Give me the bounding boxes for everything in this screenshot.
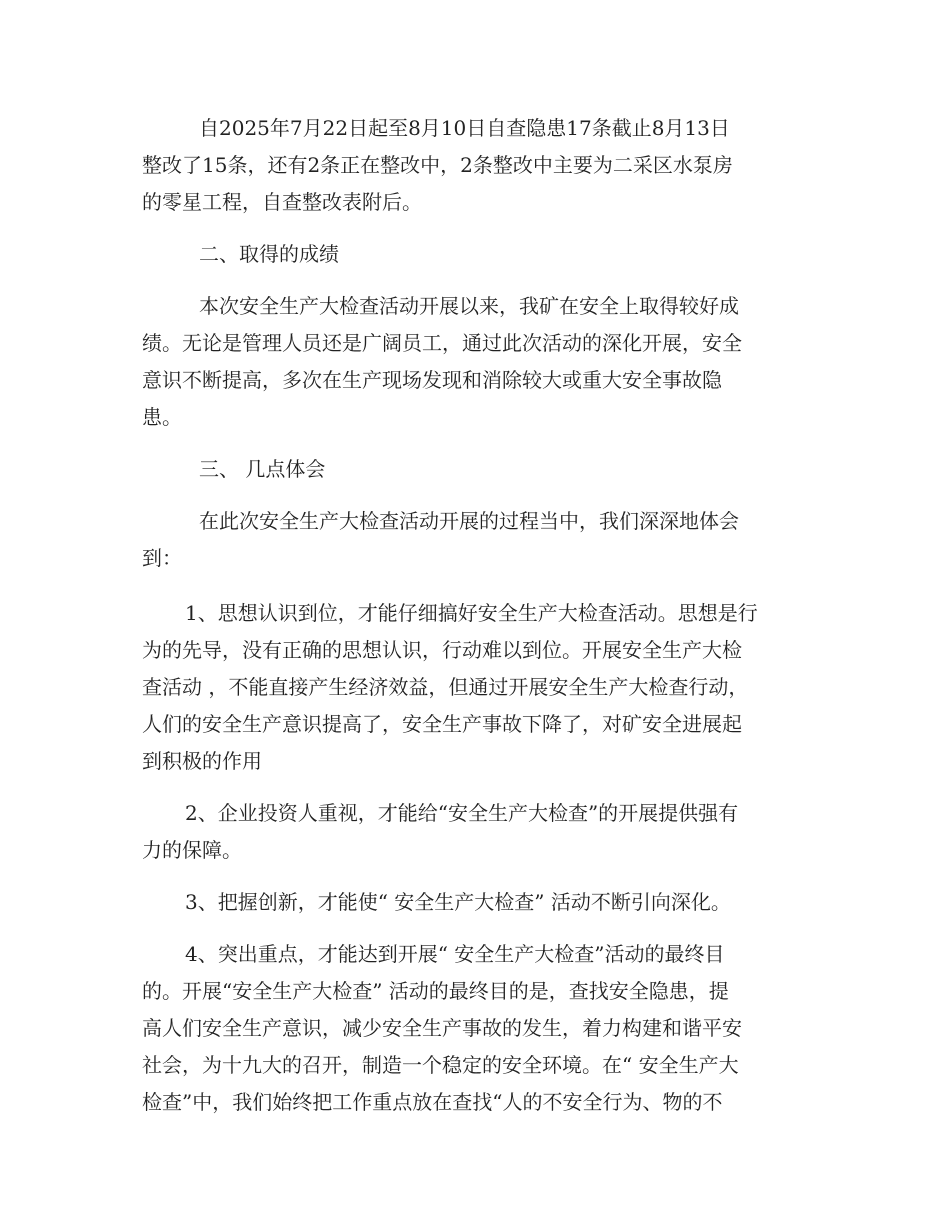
paragraph-7-line-2: 的。开展“安全生产大检查” 活动的最终目的是，查找安全隐患，提: [142, 979, 729, 1003]
paragraph-7-line-5: 检查”中，我们始终把工作重点放在查找“人的不安全行为、物的不: [142, 1090, 723, 1114]
paragraph-2-line-3: 意识不断提高，多次在生产现场发现和消除较大或重大安全事故隐: [142, 368, 722, 392]
section-heading-achievements: 二、取得的成绩: [199, 242, 339, 266]
paragraph-7-line-4: 社会，为十九大的召开，制造一个稳定的安全环境。在“ 安全生产大: [142, 1053, 739, 1077]
paragraph-1-line-1: 自2025年7月22日起至8月10日自查隐患17条截止8月13日: [199, 116, 730, 140]
paragraph-2-line-4: 患。: [142, 405, 182, 429]
paragraph-2-line-1: 本次安全生产大检查活动开展以来，我矿在安全上取得较好成: [199, 294, 739, 318]
paragraph-4-line-4: 人们的安全生产意识提高了，安全生产事故下降了，对矿安全进展起: [142, 712, 742, 736]
paragraph-3-line-1: 在此次安全生产大检查活动开展的过程当中，我们深深地体会: [199, 509, 739, 533]
paragraph-7-line-1: 4、突出重点，才能达到开展“ 安全生产大检查”活动的最终目: [185, 942, 725, 966]
paragraph-4-line-2: 为的先导，没有正确的思想认识，行动难以到位。开展安全生产大检: [142, 638, 742, 662]
section-heading-insights: 三、 几点体会: [199, 457, 326, 481]
paragraph-5-line-2: 力的保障。: [142, 838, 242, 862]
paragraph-4-line-5: 到积极的作用: [142, 749, 262, 773]
paragraph-7-line-3: 高人们安全生产意识，减少安全生产事故的发生，着力构建和谐平安: [142, 1016, 742, 1040]
paragraph-4-line-3: 查活动 ，不能直接产生经济效益，但通过开展安全生产大检查行动，: [142, 675, 749, 699]
paragraph-2-line-2: 绩。无论是管理人员还是广阔员工，通过此次活动的深化开展，安全: [142, 331, 742, 355]
paragraph-1-line-2: 整改了15条，还有2条正在整改中，2条整改中主要为二采区水泵房: [142, 153, 733, 177]
paragraph-5-line-1: 2、企业投资人重视，才能给“安全生产大检查”的开展提供强有: [185, 801, 739, 825]
paragraph-1-line-3: 的零星工程，自查整改表附后。: [142, 190, 422, 214]
paragraph-3-line-2: 到：: [142, 546, 182, 570]
paragraph-6-line-1: 3、把握创新，才能使“ 安全生产大检查” 活动不断引向深化。: [185, 890, 731, 914]
paragraph-4-line-1: 1、思想认识到位，才能仔细搞好安全生产大检查活动。思想是行: [185, 601, 758, 625]
